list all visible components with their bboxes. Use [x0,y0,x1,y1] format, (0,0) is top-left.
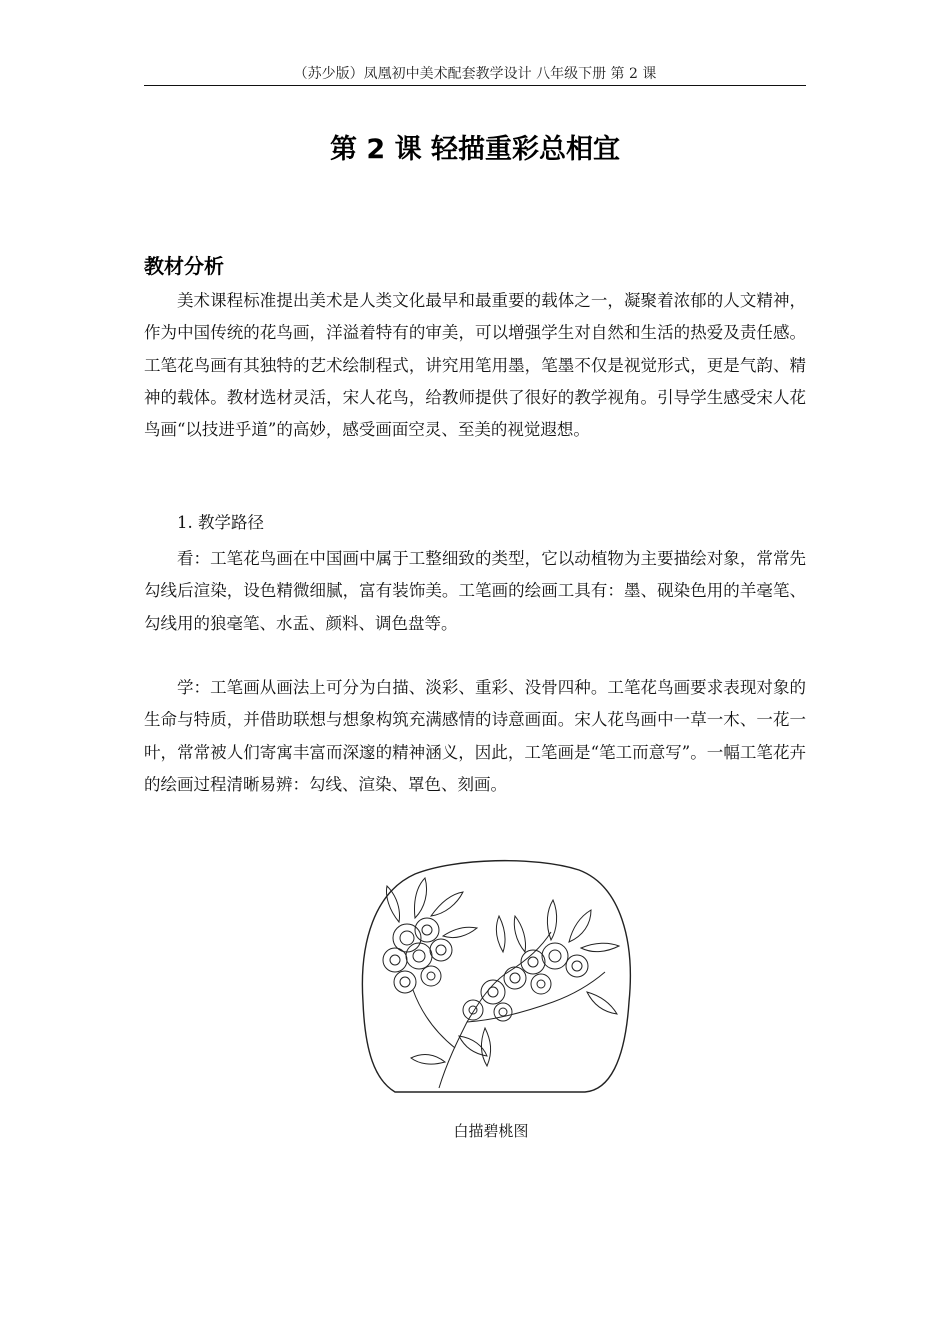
paragraph-intro: 美术课程标准提出美术是人类文化最早和最重要的载体之一，凝聚着浓郁的人文精神，作为中国传统的花鸟画，洋溢着特有的审美，可以增强学生对自然和生活的热爱及责任感。工笔花鸟画有其独特的艺术绘制程式，讲究用笔用墨，笔墨不仅是视觉形式，更是气韵、精神的载体。教材选材灵活，宋人花鸟，给教师提供了很好的教学视角。引导学生感受宋人花鸟画“以技进乎道”的高妙，感受画面空灵、至美的视觉遐想。 [144,291,806,440]
peach-blossom-drawing [355,852,637,1098]
section-heading: 教材分析 [144,254,224,278]
lesson-title: 第 2 课 轻描重彩总相宜 [330,134,620,165]
figure-caption: 白描碧桃图 [453,1122,529,1140]
line-drawing-figure [355,852,637,1098]
paragraph-look: 看：工笔花鸟画在中国画中属于工整细致的类型，它以动植物为主要描绘对象，常常先勾线后渲染，设色精微细腻，富有装饰美。工笔画的绘画工具有：墨、砚染色用的羊毫笔、勾线用的狼毫笔、水盂、颜料、调色盘等。 [144,549,806,633]
header-rule [144,85,806,86]
paragraph-learn: 学：工笔画从画法上可分为白描、淡彩、重彩、没骨四种。工笔花鸟画要求表现对象的生命与特质，并借助联想与想象构筑充满感情的诗意画面。宋人花鸟画中一草一木、一花一叶，常常被人们寄寓丰富而深邃的精神涵义，因此，工笔画是“笔工而意写”。一幅工笔花卉的绘画过程清晰易辨：勾线、渲染、罩色、刻画。 [144,678,806,794]
page-header: （苏少版）凤凰初中美术配套教学设计 八年级下册 第 2 课 [293,66,657,82]
paragraph-teaching-path: 1. 教学路径 [177,513,264,532]
